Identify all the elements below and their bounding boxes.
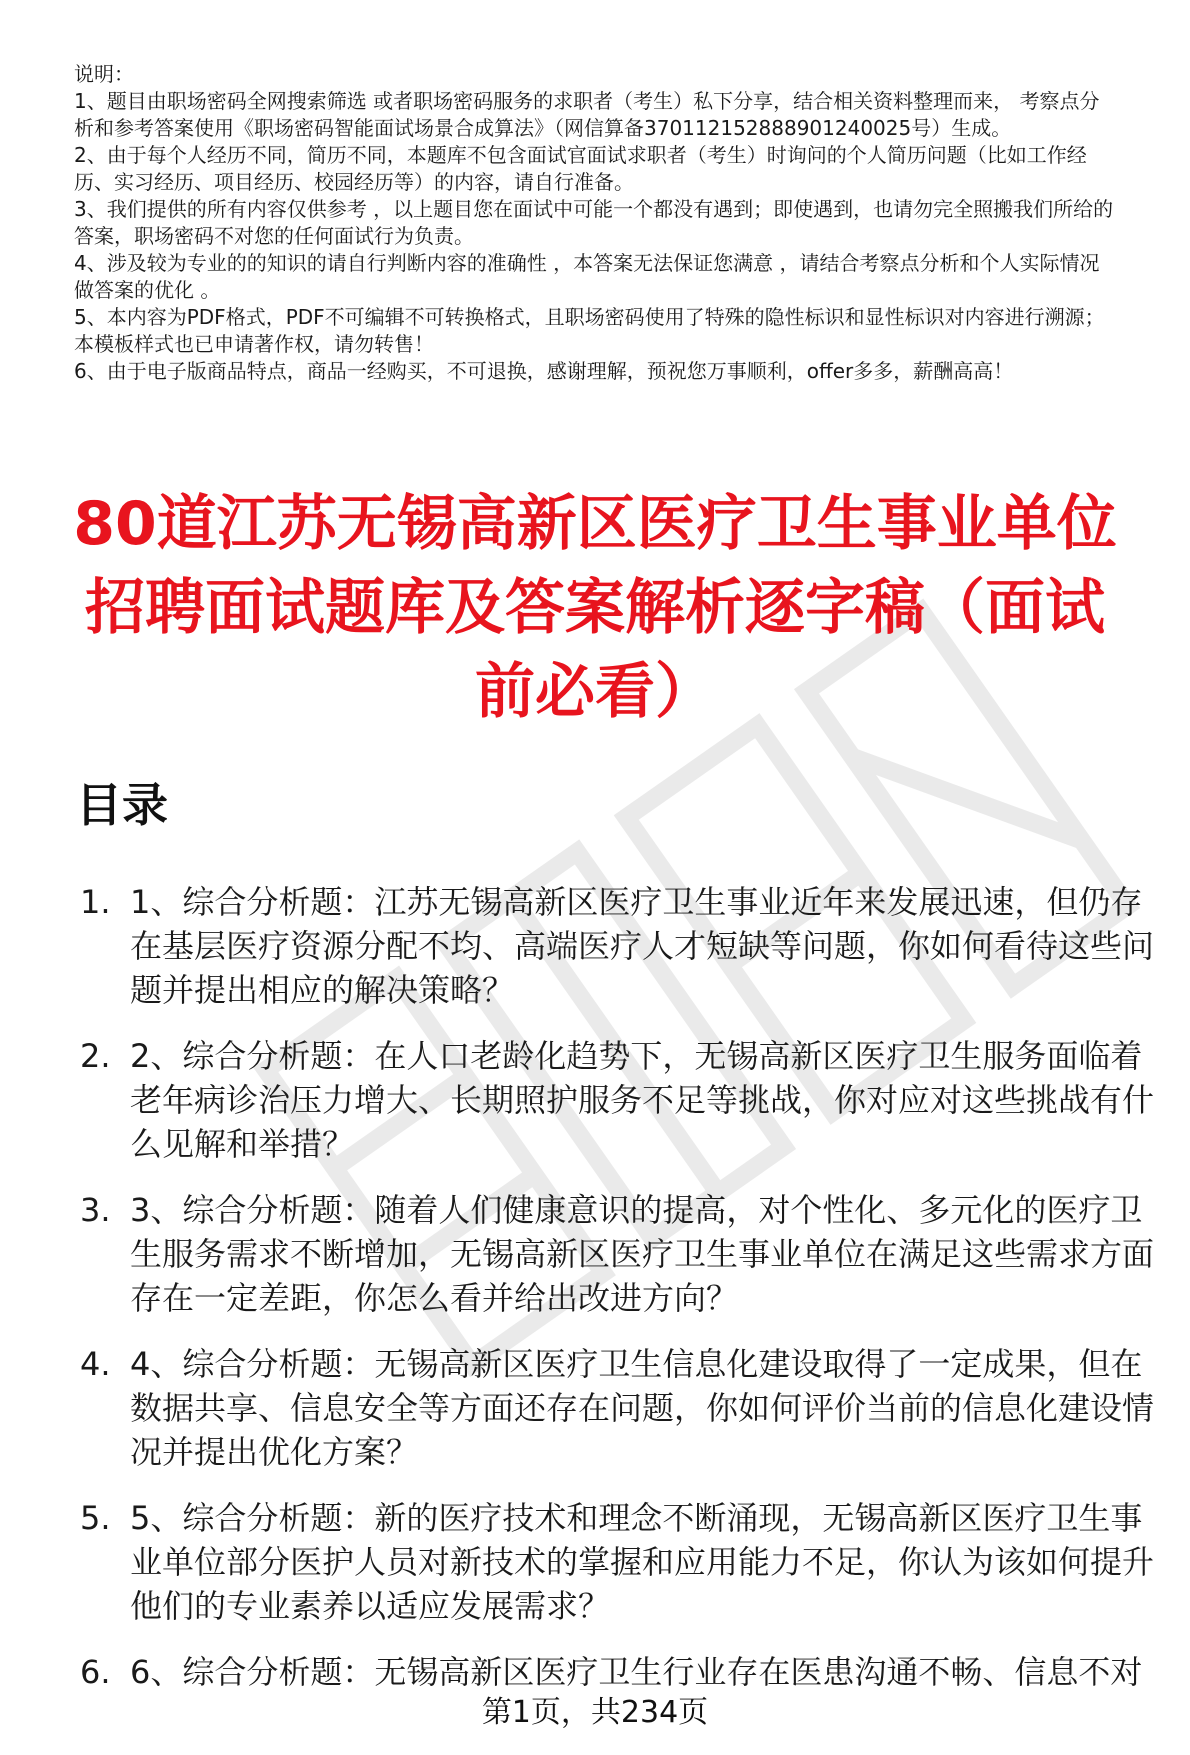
note-item-2: 2、由于每个人经历不同，简历不同，本题库不包含面试官面试求职者（考生）时询问的个人简历问题（比如工作经历、实习经历、项目经历、校园经历等）的内容，请自行准备。 xyxy=(74,143,1087,194)
toc-list xyxy=(80,880,1160,1693)
toc-item[interactable] xyxy=(80,1650,1160,1693)
toc-item-text: 5、综合分析题：新的医疗技术和理念不断涌现，无锡高新区医疗卫生事业单位部分医护人员对新技术的掌握和应用能力不足，你认为该如何提升他们的专业素养以适应发展需求？ xyxy=(130,1499,1155,1625)
toc-item-text: 1、综合分析题：江苏无锡高新区医疗卫生事业近年来发展迅速，但仍存在基层医疗资源分配不均、高端医疗人才短缺等问题，你如何看待这些问题并提出相应的解决策略？ xyxy=(130,883,1155,1009)
note-item-6: 6、由于电子版商品特点，商品一经购买，不可退换，感谢理解，预祝您万事顺利，offer多多，薪酬高高！ xyxy=(74,359,1014,383)
toc-item[interactable] xyxy=(80,1342,1160,1474)
toc-item[interactable] xyxy=(80,880,1160,1012)
disclaimer-notes xyxy=(74,61,1116,385)
note-item-4: 4、涉及较为专业的的知识的请自行判断内容的准确性 ，本答案无法保证您满意 ，请结合考察点分析和个人实际情况做答案的优化 。 xyxy=(74,251,1100,302)
note-item-3: 3、我们提供的所有内容仅供参考 ，以上题目您在面试中可能一个都没有遇到；即使遇到，也请勿完全照搬我们所给的答案，职场密码不对您的任何面试行为负责。 xyxy=(74,197,1114,248)
toc-item-number: 5. xyxy=(80,1499,111,1537)
toc-item-text: 2、综合分析题：在人口老龄化趋势下，无锡高新区医疗卫生服务面临着老年病诊治压力增大、长期照护服务不足等挑战，你对应对这些挑战有什么见解和举措？ xyxy=(130,1037,1155,1163)
toc-item-number: 4. xyxy=(80,1345,111,1383)
toc-item-number: 1. xyxy=(80,883,111,921)
toc-item-number: 2. xyxy=(80,1037,111,1075)
notes-title: 说明： xyxy=(74,62,134,86)
note-item-5: 5、本内容为PDF格式，PDF不可编辑不可转换格式，且职场密码使用了特殊的隐性标识和显性标识对内容进行溯源；本模板样式也已申请著作权，请勿转售！ xyxy=(74,305,1105,356)
document-title: 80道江苏无锡高新区医疗卫生事业单位招聘面试题库及答案解析逐字稿（面试前必看） xyxy=(73,489,1117,727)
toc-heading: 目录 xyxy=(76,778,168,832)
toc-item[interactable] xyxy=(80,1496,1160,1628)
toc-item[interactable] xyxy=(80,1188,1160,1320)
toc-item-text: 4、综合分析题：无锡高新区医疗卫生信息化建设取得了一定成果，但在数据共享、信息安全等方面还存在问题，你如何评价当前的信息化建设情况并提出优化方案？ xyxy=(130,1345,1155,1471)
note-item-1: 1、题目由职场密码全网搜索筛选 或者职场密码服务的求职者（考生）私下分享，结合相关资料整理而来， 考察点分析和参考答案使用《职场密码智能面试场景合成算法》（网信算备370112152888901240025号）生成。 xyxy=(74,89,1100,140)
toc-item-text: 6、综合分析题：无锡高新区医疗卫生行业存在医患沟通不畅、信息不对 xyxy=(130,1653,1143,1691)
toc-item-number: 3. xyxy=(80,1191,111,1229)
toc-item-number: 6. xyxy=(80,1653,111,1691)
toc-item[interactable] xyxy=(80,1034,1160,1166)
toc-item-text: 3、综合分析题：随着人们健康意识的提高，对个性化、多元化的医疗卫生服务需求不断增加，无锡高新区医疗卫生事业单位在满足这些需求方面存在一定差距，你怎么看并给出改进方向？ xyxy=(130,1191,1155,1317)
page-footer: 第1页，共234页 xyxy=(0,1693,1190,1733)
